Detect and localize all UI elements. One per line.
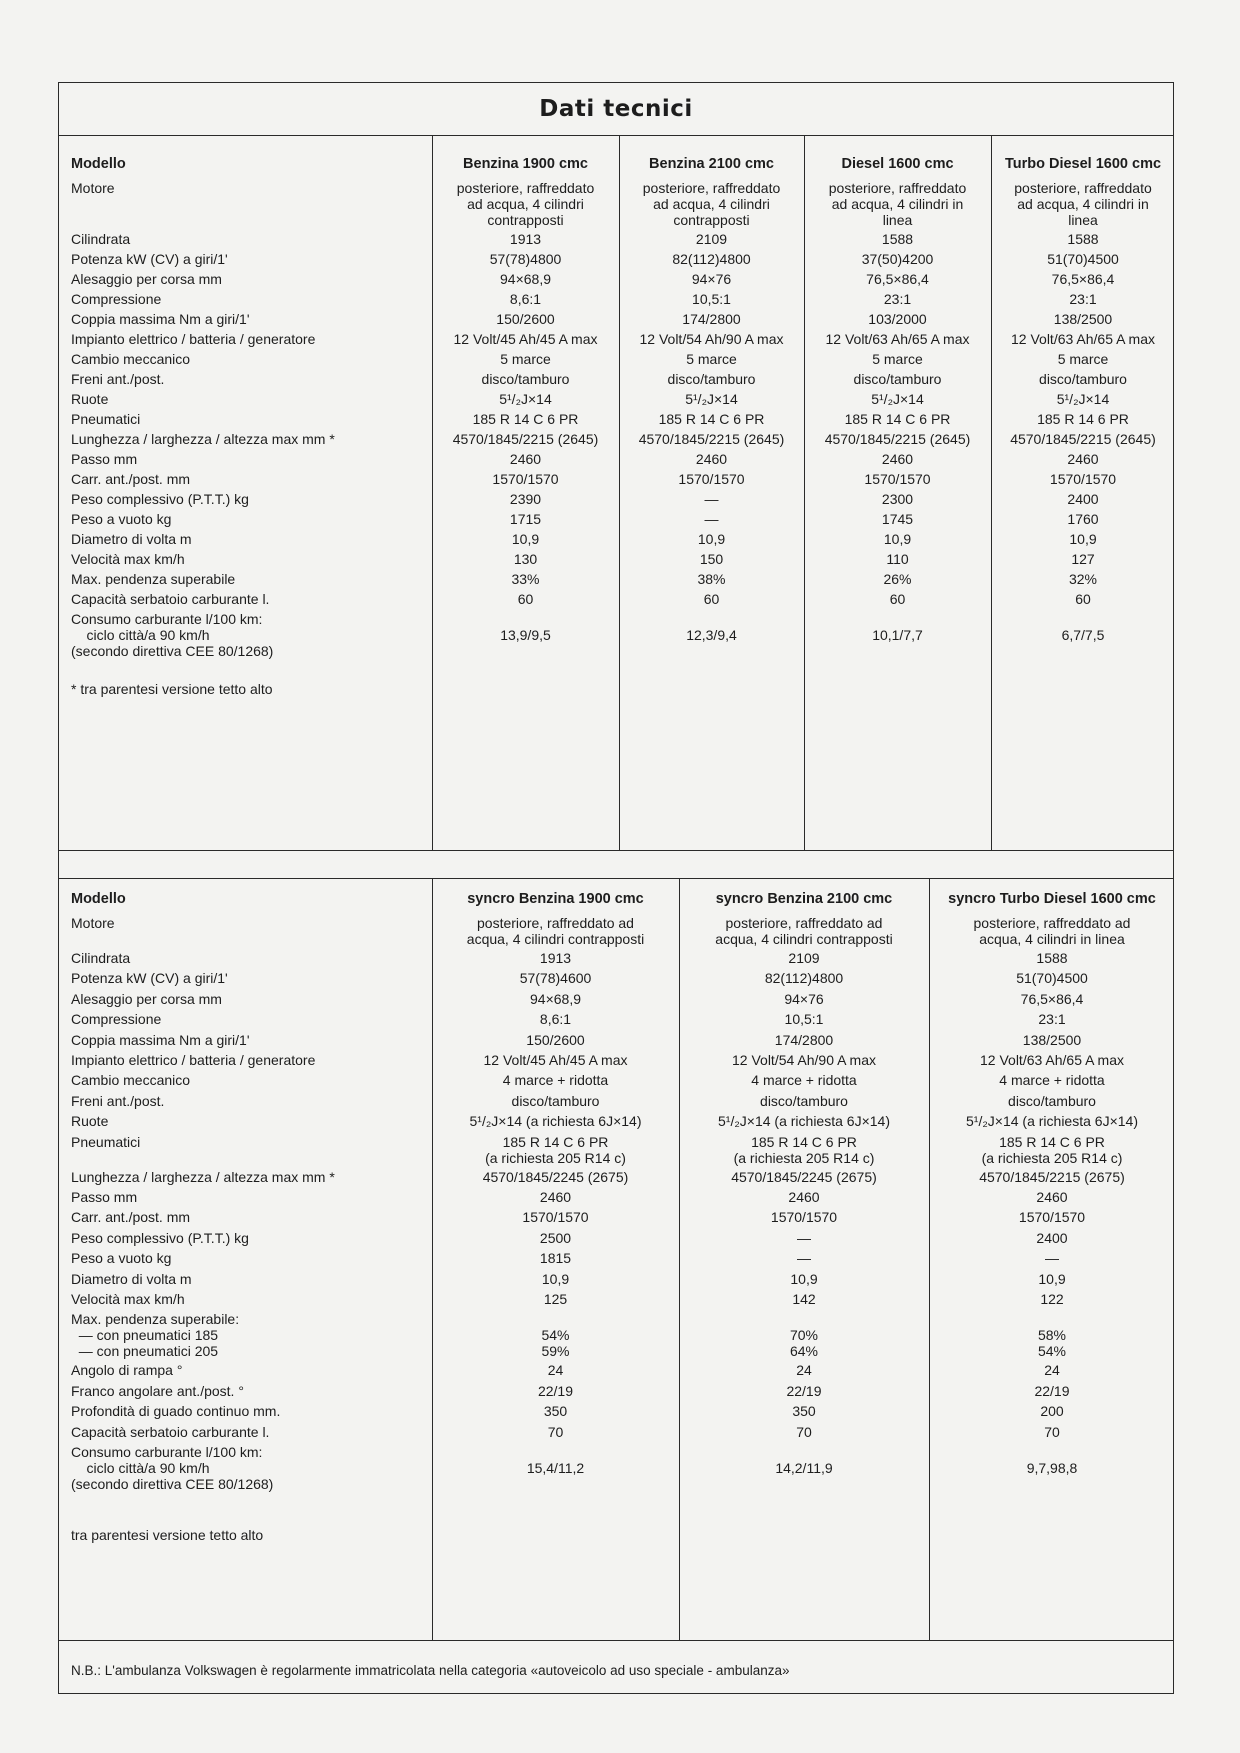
table-cell: 10,9 xyxy=(1038,1270,1066,1287)
table-cell: 76,5×86,4 xyxy=(1051,271,1115,287)
table-cell: 174/2800 xyxy=(774,1031,834,1048)
table-benzina-diesel xyxy=(59,135,1173,850)
row-label: Peso complessivo (P.T.T.) kg xyxy=(71,1229,249,1246)
row-label: Lunghezza / larghezza / altezza max mm * xyxy=(71,431,335,447)
table-cell: 10,9 xyxy=(790,1270,818,1287)
table-cell: 125 xyxy=(543,1291,568,1307)
row-label: ciclo città/a 90 km/h xyxy=(71,627,210,643)
table-cell: ad acqua, 4 cilindri xyxy=(467,196,584,212)
column-header: Benzina 2100 cmc xyxy=(649,156,774,172)
table-cell: 38% xyxy=(697,571,726,587)
table-cell: 10,9 xyxy=(1069,531,1097,547)
row-label: Carr. ant./post. mm xyxy=(71,1209,191,1226)
row-label: Pneumatici xyxy=(71,411,141,427)
table-cell: 22/19 xyxy=(786,1382,822,1399)
row-label: Pneumatici xyxy=(71,1133,141,1150)
table-cell: 94×68,9 xyxy=(500,271,551,287)
column-header: syncro Benzina 1900 cmc xyxy=(467,891,644,907)
table-cell: 185 R 14 C 6 PR xyxy=(844,411,951,427)
row-label: Angolo di rampa ° xyxy=(71,1362,183,1379)
row-label: Profondità di guado continuo mm. xyxy=(71,1403,281,1420)
footnote: tra parentesi versione tetto alto xyxy=(71,1527,264,1543)
table-cell: 70 xyxy=(1044,1423,1060,1440)
table-cell: 24 xyxy=(547,1362,564,1379)
table-cell: 10,9 xyxy=(541,1270,570,1287)
table-cell: — xyxy=(1045,1250,1059,1267)
row-label: Compressione xyxy=(71,291,162,307)
table-cell: 12 Volt/45 Ah/45 A max xyxy=(453,331,598,347)
table-cell: 23:1 xyxy=(1069,291,1097,307)
table-cell: 4570/1845/2215 (2645) xyxy=(824,431,971,447)
divider xyxy=(59,1640,1173,1641)
table-cell: 70% xyxy=(789,1327,819,1344)
table-cell: linea xyxy=(1068,212,1098,228)
table-cell: (a richiesta 205 R14 c) xyxy=(733,1149,875,1166)
table-cell: 150/2600 xyxy=(496,311,555,327)
page-title: Dati tecnici xyxy=(539,96,693,122)
row-label: Velocità max km/h xyxy=(71,1291,185,1307)
table-cell: 185 R 14 C 6 PR xyxy=(999,1133,1105,1150)
table-cell: 22/19 xyxy=(1034,1382,1070,1399)
row-label: Ruote xyxy=(71,1113,109,1130)
table-cell: 12 Volt/63 Ah/65 A max xyxy=(1011,331,1155,347)
table-cell: 1570/1570 xyxy=(1018,1209,1086,1226)
row-label: Diametro di volta m xyxy=(71,1270,192,1287)
table-cell: posteriore, raffreddato xyxy=(1014,180,1152,196)
table-cell: — xyxy=(797,1250,811,1267)
row-label: Lunghezza / larghezza / altezza max mm * xyxy=(71,1168,335,1185)
table-cell: 2460 xyxy=(881,451,914,467)
table-cell: 1570/1570 xyxy=(770,1209,838,1226)
row-label: Freni ant./post. xyxy=(71,1092,165,1109)
table-cell: posteriore, raffreddato ad xyxy=(477,915,634,931)
table-cell: 4570/1845/2215 (2675) xyxy=(979,1168,1125,1185)
column-header: syncro Benzina 2100 cmc xyxy=(715,891,893,907)
table-cell: 150 xyxy=(699,551,724,567)
table-cell: 82(112)4800 xyxy=(764,970,844,987)
table-cell: 1588 xyxy=(881,231,914,247)
table-cell: 5¹/₂J×14 (a richiesta 6J×14) xyxy=(718,1113,890,1130)
table-cell: 70 xyxy=(796,1423,812,1440)
table-cell: 2460 xyxy=(1036,1189,1068,1205)
table-cell: 150/2600 xyxy=(526,1031,585,1048)
table-cell: posteriore, raffreddato xyxy=(642,180,781,196)
row-label: Max. pendenza superabile: xyxy=(71,1311,240,1328)
table-cell: 76,5×86,4 xyxy=(1020,990,1084,1007)
row-label: (secondo direttiva CEE 80/1268) xyxy=(71,1476,274,1492)
row-label: Peso complessivo (P.T.T.) kg xyxy=(71,491,249,507)
row-label: Max. pendenza superabile xyxy=(71,571,236,587)
table-cell: 2460 xyxy=(695,451,728,467)
table-cell: 5¹/₂J×14 xyxy=(871,391,924,407)
table-cell: 23:1 xyxy=(1038,1011,1066,1028)
row-label: Cilindrata xyxy=(71,231,131,247)
row-label: Motore xyxy=(71,915,115,931)
row-label: Capacità serbatoio carburante l. xyxy=(71,591,270,607)
row-label: Diametro di volta m xyxy=(71,531,192,547)
table-cell: 1588 xyxy=(1067,231,1099,247)
table-cell: 2460 xyxy=(509,451,542,467)
table-cell: 1913 xyxy=(539,950,572,966)
table-cell: 2400 xyxy=(1036,1229,1068,1246)
divider xyxy=(59,850,1173,851)
table-cell: contrapposti xyxy=(673,212,750,228)
table-cell: disco/tamburo xyxy=(511,1092,600,1109)
row-label: Franco angolare ant./post. ° xyxy=(71,1382,244,1399)
table-cell: (a richiesta 205 R14 c) xyxy=(981,1149,1123,1166)
column-header: syncro Turbo Diesel 1600 cmc xyxy=(948,891,1156,907)
table-cell: 54% xyxy=(1037,1343,1067,1360)
table-cell: 4 marce + ridotta xyxy=(999,1072,1105,1089)
table-cell: disco/tamburo xyxy=(1008,1092,1096,1109)
row-label: Freni ant./post. xyxy=(71,371,165,387)
table-cell: 10,5:1 xyxy=(784,1011,824,1028)
table-cell: 127 xyxy=(1071,551,1095,567)
table-cell: 110 xyxy=(886,551,909,567)
table-cell: 54% xyxy=(541,1327,570,1344)
table-cell: 60 xyxy=(703,591,720,607)
table-cell: 185 R 14 C 6 PR xyxy=(472,411,579,427)
table-cell: 185 R 14 C 6 PR xyxy=(658,411,765,427)
table-cell: 4570/1845/2245 (2675) xyxy=(482,1168,629,1185)
table-cell: 37(50)4200 xyxy=(861,251,934,267)
table-cell: 138/2500 xyxy=(1053,311,1113,327)
table-cell: posteriore, raffreddato ad xyxy=(725,915,883,931)
row-label: Carr. ant./post. mm xyxy=(71,471,191,487)
table-cell: ad acqua, 4 cilindri in xyxy=(831,196,964,212)
table-cell: 10,9 xyxy=(697,531,726,547)
table-cell: 2300 xyxy=(881,491,914,507)
table-cell: disco/tamburo xyxy=(667,371,756,387)
table-cell: 6,7/7,5 xyxy=(1061,627,1105,643)
table-cell: 12 Volt/63 Ah/65 A max xyxy=(825,331,970,347)
table-cell: 1815 xyxy=(539,1250,572,1267)
table-cell: 4 marce + ridotta xyxy=(751,1072,857,1089)
table-cell: disco/tamburo xyxy=(481,371,570,387)
row-label: Peso a vuoto kg xyxy=(71,1250,172,1267)
table-cell: 8,6:1 xyxy=(539,1011,572,1028)
table-cell: 1745 xyxy=(881,511,914,527)
table-cell: disco/tamburo xyxy=(1039,371,1127,387)
table-cell: 185 R 14 C 6 PR xyxy=(751,1133,857,1150)
spec-sheet-frame xyxy=(58,82,1174,1694)
row-label: Impianto elettrico / batteria / generatore xyxy=(71,1052,316,1068)
table-cell: 5¹/₂J×14 xyxy=(499,391,552,407)
table-cell: 1570/1570 xyxy=(678,471,745,487)
table-cell: 2390 xyxy=(509,491,542,507)
row-label: Coppia massima Nm a giri/1' xyxy=(71,1031,250,1048)
table-cell: linea xyxy=(882,212,913,228)
table-syncro xyxy=(59,878,1173,1640)
table-cell: acqua, 4 cilindri contrapposti xyxy=(715,931,893,947)
row-label: Capacità serbatoio carburante l. xyxy=(71,1423,270,1440)
row-label: Cambio meccanico xyxy=(71,351,191,367)
table-cell: 185 R 14 C 6 PR xyxy=(502,1133,609,1150)
table-cell: contrapposti xyxy=(487,212,564,228)
table-cell: 12 Volt/54 Ah/90 A max xyxy=(639,331,784,347)
table-cell: 174/2800 xyxy=(682,311,741,327)
table-cell: 33% xyxy=(511,571,540,587)
table-cell: 22/19 xyxy=(537,1382,574,1399)
table-cell: 76,5×86,4 xyxy=(866,271,929,287)
table-cell: 51(70)4500 xyxy=(1047,251,1119,267)
row-label: (secondo direttiva CEE 80/1268) xyxy=(71,643,274,659)
table-cell: 82(112)4800 xyxy=(672,251,751,267)
row-label: — con pneumatici 185 xyxy=(71,1327,219,1344)
table-cell: 1570/1570 xyxy=(522,1209,589,1226)
row-label: Cambio meccanico xyxy=(71,1072,191,1089)
row-label: Passo mm xyxy=(71,1189,138,1205)
table-cell: 5 marce xyxy=(500,351,551,367)
table-cell: disco/tamburo xyxy=(853,371,942,387)
table-cell: 4 marce + ridotta xyxy=(502,1072,609,1089)
table-cell: 12 Volt/54 Ah/90 A max xyxy=(732,1052,876,1068)
table-cell: 13,9/9,5 xyxy=(500,627,551,643)
row-label: Alesaggio per corsa mm xyxy=(71,990,222,1007)
table-cell: 2460 xyxy=(539,1189,572,1205)
table-cell: — xyxy=(704,491,719,507)
row-label: — con pneumatici 205 xyxy=(71,1343,219,1360)
table-cell: 8,6:1 xyxy=(509,291,542,307)
table-cell: 60 xyxy=(517,591,534,607)
table-cell: ad acqua, 4 cilindri xyxy=(653,196,770,212)
row-label: Consumo carburante l/100 km: xyxy=(71,611,263,627)
row-label: Impianto elettrico / batteria / generatore xyxy=(71,331,316,347)
table-cell: 4570/1845/2215 (2645) xyxy=(638,431,785,447)
title-bar xyxy=(59,83,1173,136)
table-cell: 12 Volt/45 Ah/45 A max xyxy=(483,1052,628,1068)
table-cell: 10,1/7,7 xyxy=(872,627,923,643)
table-cell: 5¹/₂J×14 xyxy=(1056,391,1110,407)
table-cell: 64% xyxy=(789,1343,819,1360)
header-modello: Modello xyxy=(71,156,126,172)
table-cell: 24 xyxy=(796,1362,812,1379)
table-cell: 9,7,98,8 xyxy=(1026,1460,1078,1476)
table-cell: 14,2/11,9 xyxy=(775,1460,833,1476)
table-cell: 1760 xyxy=(1067,511,1099,527)
table-cell: 57(78)4600 xyxy=(519,970,592,987)
column-header: Diesel 1600 cmc xyxy=(841,156,954,172)
table-cell: 2109 xyxy=(695,231,728,247)
table-cell: 10,5:1 xyxy=(692,291,731,307)
table-cell: 5 marce xyxy=(1057,351,1109,367)
table-cell: 130 xyxy=(513,551,538,567)
table-cell: 1570/1570 xyxy=(864,471,931,487)
table-cell: 5 marce xyxy=(872,351,923,367)
row-label: Peso a vuoto kg xyxy=(71,511,172,527)
table-cell: 200 xyxy=(1040,1403,1064,1420)
table-cell: (a richiesta 205 R14 c) xyxy=(485,1149,626,1166)
table-cell: 4570/1845/2215 (2645) xyxy=(452,431,599,447)
table-cell: 12,3/9,4 xyxy=(686,627,737,643)
table-cell: 350 xyxy=(792,1403,816,1420)
table-cell: 103/2000 xyxy=(868,311,927,327)
row-label: Passo mm xyxy=(71,451,138,467)
note-text: N.B.: L'ambulanza Volkswagen è regolarmente immatricolata nella categoria «autoveicolo ad uso speciale - ambulanza» xyxy=(71,1663,790,1678)
table-cell: 5¹/₂J×14 (a richiesta 6J×14) xyxy=(966,1113,1138,1130)
table-cell: 60 xyxy=(889,591,906,607)
table-cell: posteriore, raffreddato xyxy=(828,180,967,196)
table-cell: 26% xyxy=(883,571,912,587)
table-cell: 12 Volt/63 Ah/65 A max xyxy=(980,1052,1124,1068)
row-label: Alesaggio per corsa mm xyxy=(71,271,222,287)
row-label: Potenza kW (CV) a giri/1' xyxy=(71,251,228,267)
table-cell: 60 xyxy=(1075,591,1091,607)
table-cell: 32% xyxy=(1068,571,1098,587)
table-cell: 70 xyxy=(547,1423,564,1440)
footnote: * tra parentesi versione tetto alto xyxy=(71,681,273,697)
column-header: Turbo Diesel 1600 cmc xyxy=(1004,156,1162,172)
table-cell: 350 xyxy=(543,1403,568,1420)
table-cell: 185 R 14 6 PR xyxy=(1037,411,1129,427)
table-cell: 2109 xyxy=(788,950,820,966)
table-cell: 51(70)4500 xyxy=(1016,970,1088,987)
table-cell: posteriore, raffreddato xyxy=(456,180,595,196)
table-cell: acqua, 4 cilindri contrapposti xyxy=(466,931,645,947)
table-cell: posteriore, raffreddato ad xyxy=(973,915,1131,931)
table-cell: 1913 xyxy=(509,231,542,247)
table-cell: 59% xyxy=(541,1343,570,1360)
table-cell: 94×76 xyxy=(691,271,732,287)
table-cell: acqua, 4 cilindri in linea xyxy=(979,931,1125,947)
table-cell: — xyxy=(797,1229,811,1246)
table-cell: 23:1 xyxy=(883,291,912,307)
table-cell: 94×76 xyxy=(784,990,824,1007)
row-label: ciclo città/a 90 km/h xyxy=(71,1460,210,1476)
table-cell: 5¹/₂J×14 (a richiesta 6J×14) xyxy=(469,1113,642,1130)
table-cell: 1570/1570 xyxy=(492,471,559,487)
row-label: Ruote xyxy=(71,391,109,407)
table-cell: 2460 xyxy=(788,1189,820,1205)
table-cell: 10,9 xyxy=(511,531,540,547)
column-header: Benzina 1900 cmc xyxy=(463,156,588,172)
header-modello: Modello xyxy=(71,891,126,907)
row-label: Consumo carburante l/100 km: xyxy=(71,1444,263,1460)
table-cell: 1588 xyxy=(1036,950,1068,966)
row-label: Velocità max km/h xyxy=(71,551,185,567)
table-cell: 1715 xyxy=(509,511,542,527)
table-cell: 2460 xyxy=(1067,451,1099,467)
table-cell: 4570/1845/2215 (2645) xyxy=(1010,431,1156,447)
row-label: Compressione xyxy=(71,1011,162,1028)
table-cell: 5¹/₂J×14 xyxy=(685,391,738,407)
table-cell: 58% xyxy=(1037,1327,1067,1344)
table-cell: 2400 xyxy=(1067,491,1099,507)
row-label: Potenza kW (CV) a giri/1' xyxy=(71,970,228,987)
table-cell: 4570/1845/2245 (2675) xyxy=(731,1168,877,1185)
table-cell: 1570/1570 xyxy=(1049,471,1117,487)
table-cell: ad acqua, 4 cilindri in xyxy=(1017,196,1149,212)
row-label: Coppia massima Nm a giri/1' xyxy=(71,311,250,327)
table-cell: 2500 xyxy=(539,1229,572,1246)
table-cell: 24 xyxy=(1044,1362,1060,1379)
row-label: Cilindrata xyxy=(71,950,131,966)
table-cell: — xyxy=(704,511,719,527)
table-cell: 15,4/11,2 xyxy=(526,1460,585,1476)
table-cell: 5 marce xyxy=(686,351,737,367)
table-cell: 138/2500 xyxy=(1022,1031,1082,1048)
row-label: Motore xyxy=(71,180,115,196)
table-cell: 142 xyxy=(792,1291,816,1307)
table-cell: 122 xyxy=(1040,1291,1064,1307)
table-cell: 94×68,9 xyxy=(530,990,581,1007)
table-cell: disco/tamburo xyxy=(760,1092,848,1109)
table-cell: 10,9 xyxy=(883,531,912,547)
table-cell: 57(78)4800 xyxy=(489,251,562,267)
